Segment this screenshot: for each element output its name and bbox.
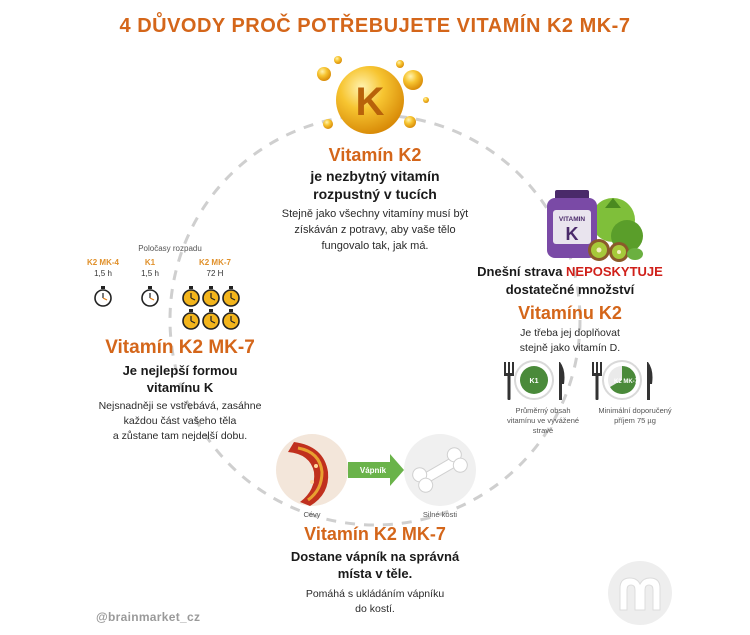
plate1-label: K1	[529, 378, 539, 385]
bottom-body-line2: do kostí.	[355, 603, 395, 615]
stopwatch-icon	[183, 286, 199, 306]
vitamin-k-icon	[300, 52, 440, 152]
bottom-body-line1: Pomáhá s ukládáním vápníku	[305, 588, 445, 600]
right-line1-prefix: Dnešní strava	[477, 264, 567, 279]
fork-icon	[592, 362, 602, 400]
left-body-line1: Nejsnadněji se vstřebává, zasáhne	[98, 400, 262, 412]
column-label-mk4: K2 MK-4	[86, 258, 119, 267]
left-subheading-line1: Je nejlepší formou	[122, 363, 238, 378]
right-body-line1: Je třeba jej doplňovat	[520, 327, 620, 339]
top-body-line2: získáván z potravy, aby vaše tělo	[294, 224, 456, 236]
column-label-mk7: K2 MK-7	[198, 258, 231, 267]
halflife-stopwatch-grid	[80, 282, 260, 334]
vessel-caption: Cévy	[303, 510, 321, 519]
stopwatch-icon	[223, 286, 239, 306]
plate1-caption-line3: stravě	[532, 426, 554, 435]
calcium-transport-illustration	[272, 432, 482, 512]
top-body-line3: fungovalo tak, jak má.	[321, 240, 429, 252]
top-body-line1: Stejně jako všechny vitamíny musí být	[281, 208, 469, 220]
top-heading: Vitamín K2	[328, 145, 422, 165]
stopwatch-icon	[203, 286, 219, 306]
knife-icon	[559, 362, 565, 400]
left-body-line2: každou část vašeho těla	[123, 415, 237, 427]
halflife-title: Poločasy rozpadu	[138, 244, 202, 253]
vitamin-k-letter: K	[355, 80, 385, 124]
column-time-mk7: 72 H	[206, 269, 224, 278]
column-time-mk4: 1,5 h	[94, 269, 112, 278]
stopwatch-icon	[183, 309, 199, 329]
stopwatch-icon	[223, 309, 239, 329]
arrow-label: Vápník	[359, 466, 387, 475]
bottom-heading: Vitamín K2 MK-7	[304, 524, 446, 544]
column-time-k1: 1,5 h	[141, 269, 159, 278]
top-subheading-line1: je nezbytný vitamín	[310, 168, 440, 184]
plates-comparison	[492, 356, 672, 406]
stopwatch-icon	[203, 309, 219, 329]
bottom-subheading-line1: Dostane vápník na správná	[290, 549, 460, 564]
stopwatch-icon	[142, 286, 158, 306]
left-body-line3: a zůstane tam nejdelší dobu.	[112, 430, 248, 442]
page-title: 4 DŮVODY PROČ POTŘEBUJETE VITAMÍN K2 MK-7	[119, 15, 631, 37]
plate2-caption-line2: příjem 75 µg	[614, 416, 656, 425]
column-label-k1: K1	[144, 258, 156, 267]
bone-caption: Silné kosti	[422, 510, 458, 519]
right-body-line2: stejně jako vitamín D.	[519, 342, 621, 354]
top-subheading-line2: rozpustný v tucích	[313, 186, 437, 202]
jar-label-top: VITAMIN	[558, 216, 586, 223]
brainmarket-logo	[604, 560, 676, 626]
stopwatch-icon	[95, 286, 111, 306]
fork-icon	[504, 362, 514, 400]
plate1-caption-line2: vitamínu ve vyvážené	[506, 416, 580, 425]
brand-handle: @brainmarket_cz	[96, 610, 201, 624]
plate2-caption-line1: Minimální doporučený	[598, 406, 672, 415]
jar-label-letter: K	[565, 224, 579, 244]
bottom-subheading-line2: místa v těle.	[337, 566, 413, 581]
left-subheading-line2: vitamínu K	[146, 380, 214, 395]
right-line2: dostatečné množství	[505, 282, 635, 297]
plate2-label: K2 MK-7	[613, 379, 639, 385]
plate1-caption-line1: Průměrný obsah	[515, 406, 571, 415]
neposkytuje-highlight: NEPOSKYTUJE	[566, 264, 663, 279]
knife-icon	[647, 362, 653, 400]
left-heading: Vitamín K2 MK-7	[105, 337, 255, 358]
vitamin-jar-with-vegetables	[535, 190, 645, 264]
right-heading: Vitamínu K2	[518, 303, 622, 323]
